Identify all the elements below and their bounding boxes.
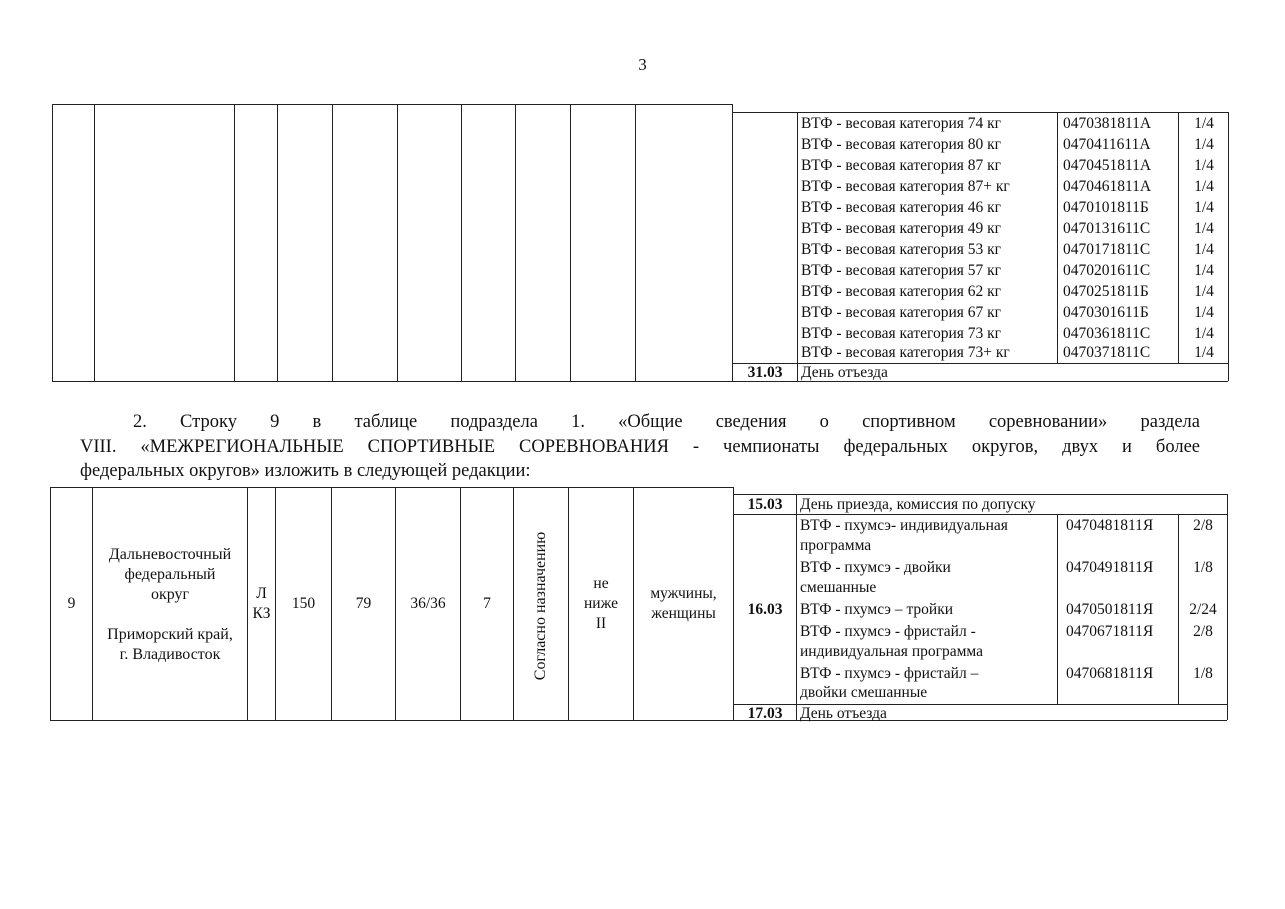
code-cell: 0470361811С (1063, 325, 1151, 342)
gender-cell (634, 488, 733, 720)
competition-date: 16.03 (747, 600, 783, 618)
rank-line: не (593, 575, 609, 592)
table-2-bottom-border (50, 720, 1227, 721)
code-cell: 0470171811С (1063, 241, 1151, 258)
type-cell (248, 488, 275, 720)
code-cell: 0470371811С (1063, 344, 1151, 361)
table-2-col-line (796, 494, 797, 720)
table-1-col-line (234, 104, 235, 381)
sets-cell: 1/4 (1194, 136, 1214, 153)
arrival-date: 15.03 (747, 496, 783, 513)
table-1-col-line (94, 104, 95, 381)
value-text: 7 (483, 595, 491, 612)
row-number-cell (51, 488, 92, 720)
code-cell: 0470101811Б (1063, 199, 1149, 216)
discipline-line: ВТФ - пхумсэ - фристайл – (800, 665, 979, 682)
table-1-top-border (52, 104, 732, 105)
discipline-cell: ВТФ - весовая категория 49 кг (801, 220, 1002, 237)
sets-cell: 2/8 (1193, 517, 1213, 534)
discipline-cell: ВТФ - весовая категория 53 кг (801, 241, 1002, 258)
departure-text: День отъезда (801, 364, 888, 381)
row-number: 9 (67, 595, 76, 612)
code-cell: 0470411611А (1063, 136, 1151, 153)
code-cell: 0470501811Я (1066, 601, 1154, 618)
table-1-col-line (797, 112, 798, 381)
region-line: федеральный (124, 566, 216, 583)
type-line: КЗ (252, 605, 271, 622)
value-cell (332, 488, 395, 720)
discipline-cell: ВТФ - весовая категория 73+ кг (801, 344, 1010, 361)
discipline-line: двойки смешанные (800, 684, 928, 701)
rotated-label: Согласно назначению (532, 531, 549, 681)
sets-cell: 2/24 (1189, 601, 1217, 618)
code-cell: 0470301611Б (1063, 304, 1149, 321)
sets-cell: 1/4 (1194, 178, 1214, 195)
code-cell: 0470671811Я (1066, 623, 1154, 640)
code-cell: 0470251811Б (1063, 283, 1149, 300)
table-1-col-line (570, 104, 571, 381)
value-text: 150 (291, 595, 316, 612)
region-line: округ (150, 586, 190, 603)
competition-date-cell (734, 515, 796, 704)
rank-line: II (595, 615, 607, 632)
table-1-bottom-border (52, 381, 1228, 382)
table-1-col-line (1057, 112, 1058, 363)
paragraph-line-2: VIII. «МЕЖРЕГИОНАЛЬНЫЕ СПОРТИВНЫЕ СОРЕВНОВАНИЯ - чемпионаты федеральных округов, двух и более (80, 437, 1200, 457)
page-number: 3 (638, 55, 647, 74)
value-text: 79 (355, 595, 372, 612)
region-cell (93, 540, 247, 670)
arrival-text: День приезда, комиссия по допуску (800, 496, 1036, 513)
sets-cell: 1/4 (1194, 344, 1214, 361)
discipline-line: ВТФ - пхумсэ – тройки (800, 601, 954, 618)
table-1-col-line (52, 104, 53, 381)
code-cell: 0470681811Я (1066, 665, 1154, 682)
type-line: Л (256, 585, 267, 602)
table-1-col-line (1228, 112, 1229, 381)
discipline-line: смешанные (800, 579, 877, 596)
gender-line: женщины (651, 605, 716, 622)
code-cell: 0470201611С (1063, 262, 1151, 279)
discipline-cell: ВТФ - весовая категория 87 кг (801, 157, 1002, 174)
gender-line: мужчины, (650, 585, 717, 602)
code-cell: 0470381811А (1063, 115, 1152, 132)
discipline-cell: ВТФ - весовая категория 87+ кг (801, 178, 1010, 195)
table-1-col-line (397, 104, 398, 381)
sets-cell: 1/4 (1194, 199, 1214, 216)
table-2-col-line (513, 487, 514, 720)
table-1-right-top-border (732, 112, 1228, 113)
region-line: Приморский край, (107, 626, 233, 643)
value-cell (461, 488, 513, 720)
sets-cell: 1/8 (1193, 559, 1213, 576)
table-1-col-line (332, 104, 333, 381)
table-1-col-line (732, 104, 733, 381)
departure-date: 17.03 (747, 705, 783, 722)
discipline-cell: ВТФ - весовая категория 73 кг (801, 325, 1002, 342)
code-cell: 0470461811А (1063, 178, 1152, 195)
discipline-cell: ВТФ - весовая категория 46 кг (801, 199, 1002, 216)
table-2-col-line (1057, 514, 1058, 704)
code-cell: 0470451811А (1063, 157, 1152, 174)
sets-cell: 1/4 (1194, 304, 1214, 321)
sets-cell: 1/4 (1194, 262, 1214, 279)
departure-text: День отъезда (800, 705, 887, 722)
code-cell: 0470131611С (1063, 220, 1151, 237)
code-cell: 0470491811Я (1066, 559, 1154, 576)
discipline-cell: ВТФ - весовая категория 80 кг (801, 136, 1002, 153)
sets-cell: 1/4 (1194, 157, 1214, 174)
discipline-cell: ВТФ - весовая категория 67 кг (801, 304, 1002, 321)
discipline-line: программа (800, 537, 872, 554)
table-1-col-line (635, 104, 636, 381)
sets-cell: 1/4 (1194, 325, 1214, 342)
paragraph-line-1: 2. Строку 9 в таблице подраздела 1. «Общие сведения о спортивном соревновании» раздела (133, 412, 1200, 432)
discipline-line: ВТФ - пхумсэ - фристайл - (800, 623, 976, 640)
table-1-col-line (277, 104, 278, 381)
value-cell (396, 488, 460, 720)
rank-cell (569, 488, 633, 720)
paragraph-line-3: федеральных округов» изложить в следующей редакции: (80, 461, 531, 481)
table-1-col-line (515, 104, 516, 381)
code-cell: 0470481811Я (1066, 517, 1154, 534)
departure-date: 31.03 (747, 364, 783, 381)
region-line: г. Владивосток (119, 646, 221, 663)
table-1-col-line (1178, 112, 1179, 363)
value-text: 36/36 (410, 595, 446, 612)
discipline-line: индивидуальная программа (800, 643, 983, 660)
value-cell (276, 488, 331, 720)
table-1-col-line (461, 104, 462, 381)
rank-line: ниже (584, 595, 618, 612)
discipline-cell: ВТФ - весовая категория 57 кг (801, 262, 1002, 279)
discipline-line: ВТФ - пхумсэ - двойки (800, 559, 951, 576)
sets-cell: 1/4 (1194, 241, 1214, 258)
discipline-cell: ВТФ - весовая категория 74 кг (801, 115, 1002, 132)
region-line: Дальневосточный (108, 546, 232, 563)
sets-cell: 1/4 (1194, 220, 1214, 237)
discipline-cell: ВТФ - весовая категория 62 кг (801, 283, 1002, 300)
sets-cell: 1/4 (1194, 115, 1214, 132)
table-2-col-line (1227, 494, 1228, 720)
sets-cell: 2/8 (1193, 623, 1213, 640)
sets-cell: 1/8 (1193, 665, 1213, 682)
sets-cell: 1/4 (1194, 283, 1214, 300)
discipline-line: ВТФ - пхумсэ- индивидуальная (800, 517, 1008, 534)
